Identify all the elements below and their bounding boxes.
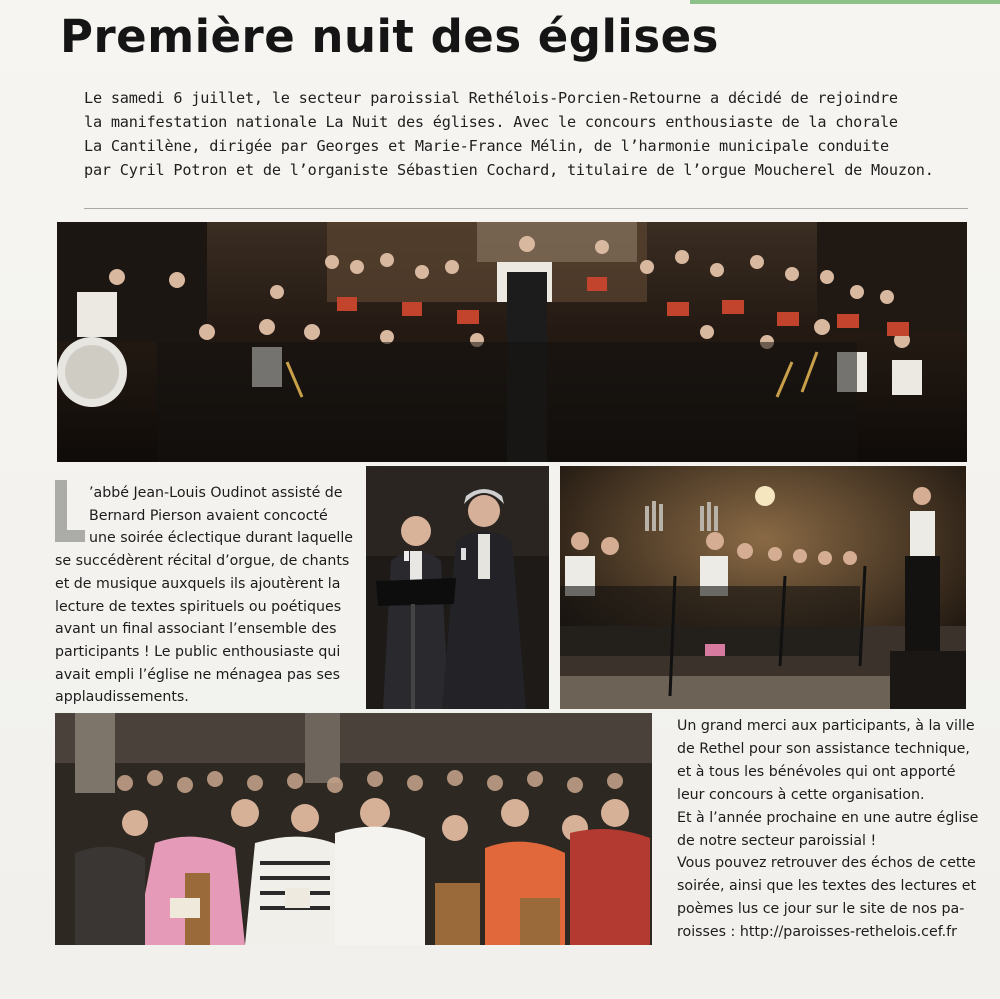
- closing-line: de notre secteur paroissial !: [677, 832, 877, 849]
- lede-line: Le samedi 6 juillet, le secteur paroissial Rethélois-Porcien-Retourne a décidé de rejoindre: [84, 89, 898, 107]
- article-lede: [84, 86, 944, 182]
- article-body: [55, 482, 353, 709]
- body-line: lecture de textes spirituels ou poétiques: [55, 598, 342, 615]
- closing-line: de Rethel pour son assistance technique,: [677, 740, 970, 757]
- choir-photo-image: [57, 222, 967, 462]
- choir-photo: [57, 222, 967, 462]
- body-line: participants ! Le public enthousiaste qui: [55, 643, 341, 660]
- closing-line: soirée, ainsi que les textes des lectures et: [677, 878, 977, 895]
- top-accent-rule: [690, 0, 1000, 4]
- band-photo-image: [560, 466, 966, 709]
- body-line: applaudissements.: [55, 689, 189, 706]
- closing-line: et à tous les bénévoles qui ont apporté: [677, 763, 956, 780]
- band-photo: [560, 466, 966, 709]
- closing-line: roisses : http://paroisses-rethelois.cef.fr: [677, 924, 958, 941]
- audience-photo-image: [55, 713, 652, 945]
- audience-photo: [55, 713, 652, 945]
- body-line: avait empli l’église ne ménagea pas ses: [55, 666, 340, 683]
- body-line: avant un final associant l’ensemble des: [55, 621, 337, 638]
- section-divider: [84, 208, 968, 209]
- closing-line: leur concours à cette organisation.: [677, 786, 925, 803]
- speakers-photo: [366, 466, 549, 709]
- body-line: Bernard Pierson avaient concocté: [89, 507, 328, 524]
- closing-line: Un grand merci aux participants, à la ville: [677, 718, 975, 734]
- closing-line: Vous pouvez retrouver des échos de cette: [677, 855, 976, 872]
- speakers-photo-image: [366, 466, 549, 709]
- lede-line: la manifestation nationale La Nuit des églises. Avec le concours enthousiaste de la chorale: [84, 113, 898, 131]
- body-line: ’abbé Jean-Louis Oudinot assisté de: [89, 485, 343, 501]
- lede-line: par Cyril Potron et de l’organiste Sébastien Cochard, titulaire de l’orgue Moucherel de Mouzon.: [84, 161, 934, 179]
- body-line: une soirée éclectique durant laquelle: [89, 530, 354, 547]
- closing-line: Et à l’année prochaine en une autre église: [677, 809, 979, 826]
- lede-line: La Cantilène, dirigée par Georges et Marie-France Mélin, de l’harmonie municipale conduite: [84, 137, 889, 155]
- article-title: Première nuit des églises: [60, 10, 719, 63]
- article-closing: [677, 715, 977, 944]
- closing-line: poèmes lus ce jour sur le site de nos pa-: [677, 901, 965, 918]
- body-line: se succédèrent récital d’orgue, de chants: [55, 553, 350, 570]
- body-line: et de musique auxquels ils ajoutèrent la: [55, 575, 341, 592]
